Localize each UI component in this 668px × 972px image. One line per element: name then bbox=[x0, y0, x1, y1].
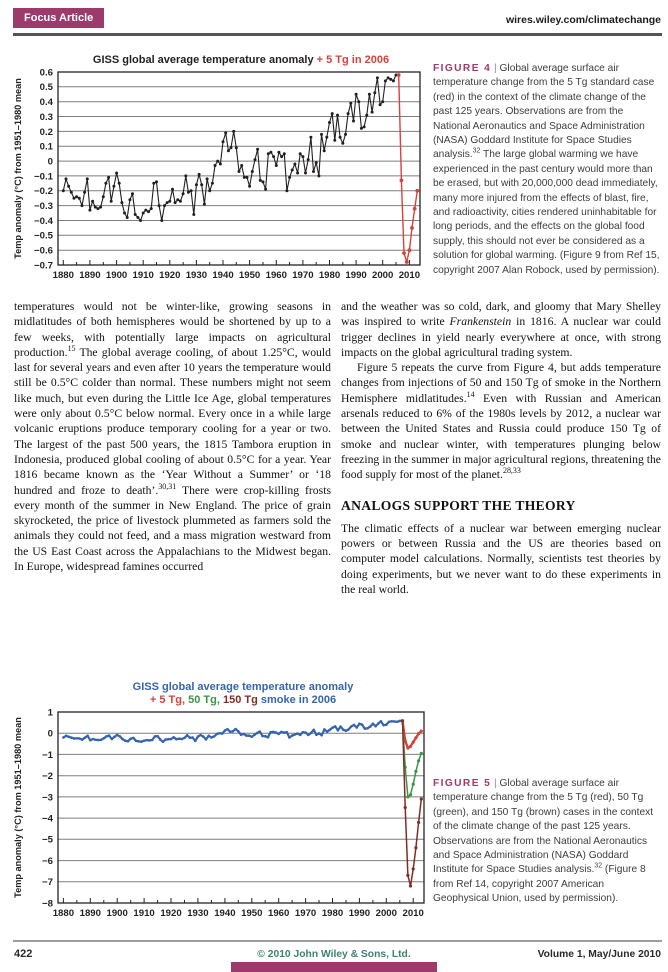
svg-text:2000: 2000 bbox=[372, 270, 394, 281]
footer-page-number: 422 bbox=[14, 948, 33, 960]
svg-text:Temp anomaly (°C) from 1951–19: Temp anomaly (°C) from 1951–1980 mean bbox=[13, 78, 23, 259]
svg-text:1990: 1990 bbox=[345, 270, 367, 281]
figure5-chart-title-line2 bbox=[10, 694, 436, 707]
text-run: temperatures would not be winter-like, growing seasons in midlatitudes of both hemispheres would be shortened by up to a few weeks, with potentially large impacts on agricultural production. bbox=[14, 300, 331, 359]
svg-text:0.2: 0.2 bbox=[39, 126, 53, 138]
text-run: + 5 Tg in 2006 bbox=[313, 54, 390, 66]
text-run: 14 bbox=[466, 389, 475, 399]
text-run: The large global warming we have experienced in the past century would more than be erased, but with 20,000,000 dead immediately, many more injured from the effects of blast, fire, and radioactivity, cities rendered uninhabitable for long periods, and the effects on the global food supply, this should not ever be considered as a solution for global warming. (Figure 9 from Ref 15, copyright 2007 Alan Robock, used by permission). bbox=[433, 149, 660, 276]
svg-text:−5: −5 bbox=[42, 834, 53, 846]
text-run: The global average cooling, of about 1.25°C, would last for several years and even after 10 years the temperature would still be 0.5°C colder than normal. These numbers might not seem like much, but even during the Little Ice Age, global temperatures were only about 0.5°C below normal. Every once in a while large volcanic eruptions produce temporary cooling for a year or two. The largest of the past 500 years, the 1815 Tambora eruption in Indonesia, produced global cooling of about 0.5°C for a year. Year 1816 became known as the ‘Year Without a Summer’ or ‘18 hundred and froze to death’. bbox=[14, 345, 331, 497]
svg-text:−0.4: −0.4 bbox=[34, 215, 53, 227]
svg-text:1890: 1890 bbox=[79, 270, 101, 281]
text-run: Figure 5 repeats the curve from Figure 4, but adds temperature changes from injections of 50 and 150 Tg of smoke in the Northern Hemisphere midlatitudes. bbox=[341, 361, 661, 405]
footer-copyright: © 2010 John Wiley & Sons, Ltd. bbox=[257, 949, 411, 960]
svg-text:0: 0 bbox=[47, 156, 53, 168]
text-run: Global average surface air temperature change from the 5 Tg standard case (red) in the context of the climate change of the past 125 years. Observations are from the National Aeronautics and Space Administration (NASA) Goddard Institute for Space Studies analysis. bbox=[433, 63, 655, 161]
text-run: Even with Russian and American arsenals reduced to 6% of the 1980s levels by 2012, a nuclear war between the United States and Russia could produce 150 Tg of smoke and nuclear winter, with temperatures plunging below freezing in the summer in major agricultural regions, threatening the food supply for most of the planet. bbox=[341, 391, 661, 482]
figure5-chart bbox=[10, 681, 436, 934]
svg-text:1950: 1950 bbox=[241, 908, 263, 919]
svg-text:1940: 1940 bbox=[212, 270, 234, 281]
paragraph-right-1 bbox=[341, 299, 661, 360]
svg-text:Temp anomaly (°C) from 1951–19: Temp anomaly (°C) from 1951–1980 mean bbox=[13, 717, 23, 898]
svg-text:1880: 1880 bbox=[52, 908, 75, 919]
text-run: 32 bbox=[472, 148, 481, 156]
svg-text:−0.5: −0.5 bbox=[34, 230, 53, 242]
figure4-chart-title bbox=[10, 54, 432, 67]
svg-text:−0.7: −0.7 bbox=[34, 260, 53, 272]
svg-text:2010: 2010 bbox=[398, 270, 421, 281]
svg-text:1910: 1910 bbox=[132, 270, 154, 281]
section-heading: ANALOGS SUPPORT THE THEORY bbox=[341, 497, 576, 513]
text-run: + 5 Tg, bbox=[149, 694, 189, 706]
text-run: | bbox=[491, 778, 500, 789]
svg-text:0.1: 0.1 bbox=[39, 141, 53, 153]
svg-text:0.5: 0.5 bbox=[39, 82, 53, 94]
svg-text:1900: 1900 bbox=[106, 908, 128, 919]
svg-text:1930: 1930 bbox=[185, 270, 208, 281]
text-run: Global average surface air temperature change from the 5 Tg (red), 50 Tg (green), and 150 Tg (brown) cases in the context of the climate change of the past 125 years. Observations are from the National Aeronautics and Space Administration (NASA) Goddard Institute for Space Studies analysis. bbox=[433, 778, 654, 876]
svg-text:−0.3: −0.3 bbox=[34, 201, 53, 212]
text-run: FIGURE 5 bbox=[433, 778, 492, 789]
paragraph-left-1 bbox=[14, 299, 331, 574]
svg-text:1: 1 bbox=[47, 707, 53, 719]
chart-svg bbox=[10, 67, 432, 291]
text-run: 30,31 bbox=[158, 481, 177, 491]
svg-text:1900: 1900 bbox=[105, 270, 128, 281]
svg-text:1920: 1920 bbox=[160, 908, 182, 919]
footer-accent-bar bbox=[231, 962, 437, 972]
svg-text:−1: −1 bbox=[42, 749, 53, 761]
svg-text:1970: 1970 bbox=[294, 908, 317, 919]
svg-text:1940: 1940 bbox=[214, 908, 236, 919]
text-run: and the weather was so cold, dark, and gloomy that Mary Shelley was inspired to write bbox=[341, 300, 661, 329]
article-type-badge: Focus Article bbox=[13, 8, 104, 28]
text-run: GISS global average temperature anomaly bbox=[92, 54, 314, 66]
svg-text:−3: −3 bbox=[42, 792, 53, 804]
text-run: 15 bbox=[67, 344, 76, 353]
text-run: 50 Tg, bbox=[188, 694, 223, 706]
svg-text:1960: 1960 bbox=[268, 908, 290, 919]
svg-text:0.4: 0.4 bbox=[39, 97, 53, 109]
figure4-caption bbox=[433, 62, 662, 278]
body-column-right bbox=[341, 299, 661, 597]
text-run: Frankenstein bbox=[449, 315, 512, 329]
text-run: There were crop-killing frosts every month of the summer in New England. The price of grain skyrocketed, the price of livestock plummeted as farmers sold the animals they could not feed, and a mass migration westward from the US East Coast across the Appalachians to the Midwest began. In Europe, widespread famines occurred bbox=[14, 483, 331, 574]
text-run: 28,33 bbox=[502, 466, 521, 476]
svg-text:1980: 1980 bbox=[321, 908, 344, 919]
figure5-caption bbox=[433, 777, 662, 907]
svg-text:2010: 2010 bbox=[402, 908, 424, 919]
text-run: | bbox=[491, 63, 500, 74]
svg-text:0: 0 bbox=[47, 728, 53, 740]
svg-text:−7: −7 bbox=[42, 877, 53, 889]
footer-issue: Volume 1, May/June 2010 bbox=[537, 949, 661, 960]
svg-text:0.6: 0.6 bbox=[39, 67, 53, 79]
chart-svg bbox=[10, 707, 436, 929]
figure5-chart-title-line1 bbox=[10, 681, 436, 694]
figure4-plot bbox=[10, 67, 432, 296]
svg-text:1930: 1930 bbox=[187, 908, 209, 919]
figure4-chart bbox=[10, 54, 432, 296]
figure5-plot bbox=[10, 707, 436, 934]
text-run: GISS global average temperature anomaly bbox=[132, 681, 354, 693]
text-run: 32 bbox=[594, 863, 603, 871]
text-run: in 1816. A nuclear war could trigger declines in yield nearly everywhere at once, with strong impacts on the global agricultural trading system. bbox=[341, 315, 661, 359]
paragraph-right-3: The climatic effects of a nuclear war between emerging nuclear powers or between Russia and the US are theories based on computer model calculations. Normally, scientists test theories by doing experiments, but we never want to do these experiments in the real world. bbox=[341, 521, 661, 597]
svg-text:1890: 1890 bbox=[79, 908, 101, 919]
header-rule bbox=[13, 33, 662, 36]
svg-text:−4: −4 bbox=[42, 813, 53, 825]
svg-text:1880: 1880 bbox=[52, 270, 74, 281]
text-run: FIGURE 4 bbox=[433, 63, 492, 74]
svg-text:1910: 1910 bbox=[133, 908, 155, 919]
text-run: (Figure 8 from Ref 14, copyright 2007 American Geophysical Union, used by permission). bbox=[433, 864, 646, 905]
body-column-left bbox=[14, 299, 331, 574]
svg-text:2000: 2000 bbox=[375, 908, 397, 919]
svg-text:−0.6: −0.6 bbox=[34, 245, 53, 257]
text-run: smoke in 2006 bbox=[257, 694, 337, 706]
footer-rule bbox=[13, 940, 662, 942]
svg-text:1960: 1960 bbox=[265, 270, 287, 281]
svg-text:1990: 1990 bbox=[348, 908, 371, 919]
svg-text:−8: −8 bbox=[42, 898, 53, 910]
svg-text:−0.1: −0.1 bbox=[34, 171, 53, 183]
paragraph-right-2 bbox=[341, 360, 661, 482]
journal-url: wires.wiley.com/climatechange bbox=[505, 14, 661, 26]
svg-text:1970: 1970 bbox=[292, 270, 314, 281]
svg-text:0.3: 0.3 bbox=[39, 111, 53, 123]
svg-text:−0.2: −0.2 bbox=[34, 186, 53, 198]
svg-text:−6: −6 bbox=[42, 856, 53, 867]
svg-text:−2: −2 bbox=[42, 771, 53, 783]
svg-text:1920: 1920 bbox=[159, 270, 181, 281]
text-run: 150 Tg bbox=[222, 694, 258, 706]
svg-text:1980: 1980 bbox=[318, 270, 341, 281]
svg-text:1950: 1950 bbox=[238, 270, 261, 281]
